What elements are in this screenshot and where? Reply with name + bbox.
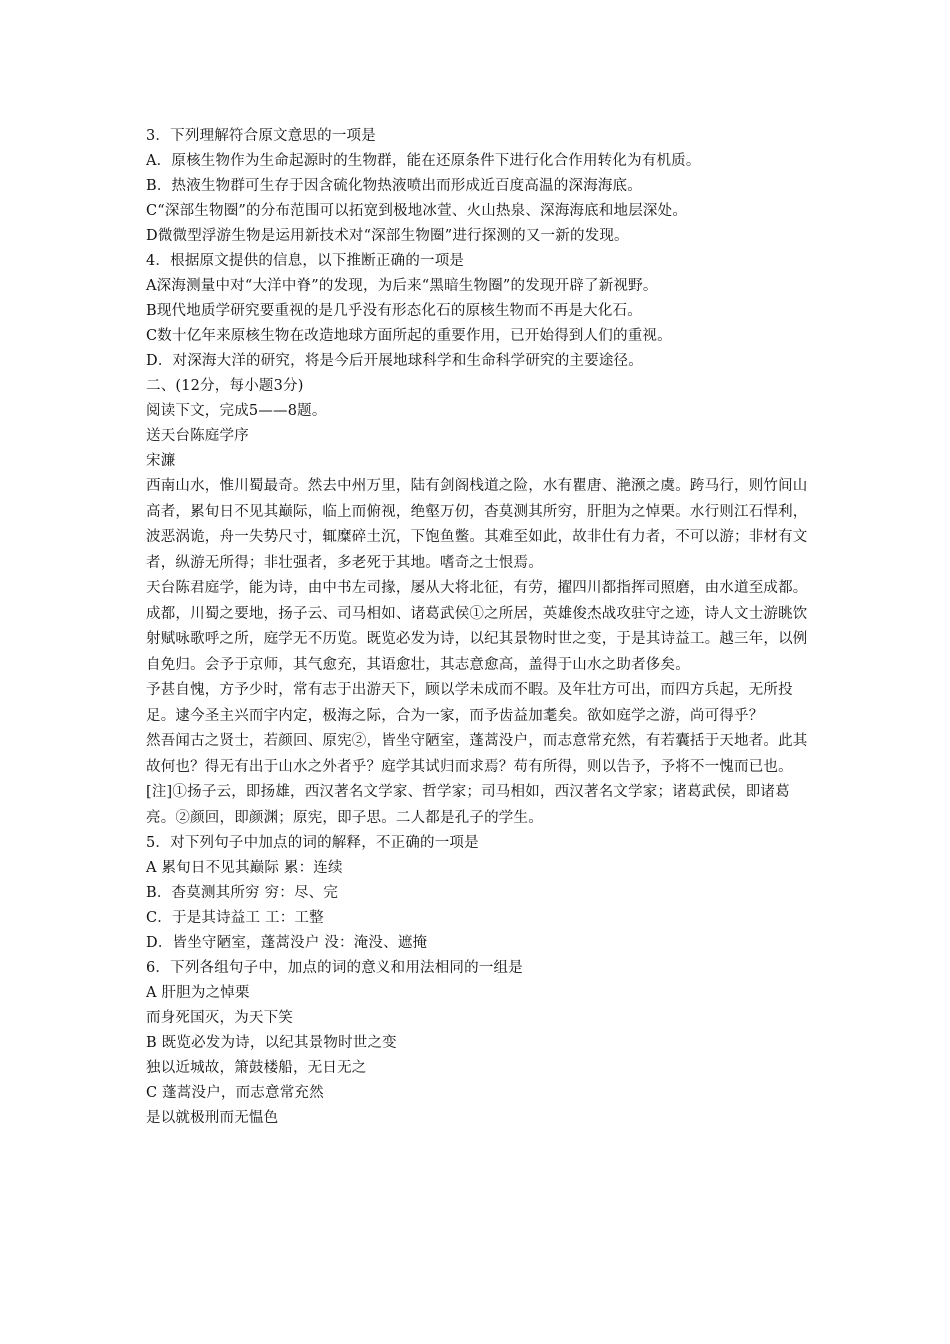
q5-option-d: D．皆坐守陋室，蓬蒿没户 没：淹没、遮掩 — [146, 935, 428, 951]
q6-option-b-line2: 独以近城故，箫鼓楼船，无日无之 — [146, 1060, 367, 1076]
passage-paragraph-4: 然吾闻古之贤士，若颜回、原宪②，皆坐守陋室，蓬蒿没户，而志意常充然，有若囊括于天地者。此其故何也？得无有出于山水之外者乎？庭学其试归而求焉？苟有所得，则以告予，予将不一愧而已也。 — [146, 733, 808, 775]
q4-stem: 4．根据原文提供的信息，以下推断正确的一项是 — [146, 253, 465, 269]
q6-option-c-line2: 是以就极刑而无愠色 — [146, 1110, 279, 1126]
q5-option-c: C．于是其诗益工 工：工整 — [146, 910, 324, 926]
section-heading: 二、(12分，每小题3分) — [146, 378, 304, 394]
q4-option-a: A深海测量中对“大洋中脊”的发现，为后来“黑暗生物圈”的发现开辟了新视野。 — [146, 278, 658, 294]
passage-paragraph-3: 予甚自愧，方予少时，常有志于出游天下，顾以学未成而不暇。及年壮方可出，而四方兵起，无所投足。逮今圣主兴而宇内定，极海之际，合为一家，而予齿益加耄矣。欲如庭学之游，尚可得乎？ — [146, 682, 793, 724]
q6-option-c-line1: C 蓬蒿没户，而志意常充然 — [146, 1085, 324, 1101]
passage-note: [注]①扬子云，即扬雄，西汉著名文学家、哲学家；司马相如，西汉著名文学家；诸葛武侯，即诸葛亮。②颜回，即颜渊；原宪，即子思。二人都是孔子的学生。 — [146, 784, 790, 826]
reading-instruction: 阅读下文，完成5——8题。 — [146, 403, 327, 419]
q4-option-d: D．对深海大洋的研究，将是今后开展地球科学和生命科学研究的主要途径。 — [146, 353, 643, 369]
q6-stem: 6．下列各组句子中，加点的词的意义和用法相同的一组是 — [146, 960, 523, 976]
passage-paragraph-2: 天台陈君庭学，能为诗，由中书左司掾，屡从大将北征，有劳，擢四川都指挥司照磨，由水道至成都。成都，川蜀之要地，扬子云、司马相如、诸葛武侯①之所居，英雄俊杰战攻驻守之迹，诗人文士游眺饮射赋咏歌呼之所，庭学无不历览。既览必发为诗，以纪其景物时世之变，于是其诗益工。越三年，以例自免归。会予于京师，其气愈充，其语愈壮，其志意愈高，盖得于山水之助者侈矣。 — [146, 580, 808, 673]
q3-option-d: D微微型浮游生物是运用新技术对“深部生物圈”进行探测的又一新的发现。 — [146, 228, 629, 244]
q4-option-c: C数十亿年来原核生物在改造地球方面所起的重要作用，已开始得到人们的重视。 — [146, 328, 672, 344]
q6-option-a-line2: 而身死国灭，为天下笑 — [146, 1010, 293, 1026]
q3-option-a: A．原核生物作为生命起源时的生物群，能在还原条件下进行化合作用转化为有机质。 — [146, 153, 701, 169]
q6-option-a-line1: A 肝胆为之悼栗 — [146, 985, 250, 1001]
q5-option-b: B．杳莫测其所穷 穷：尽、完 — [146, 885, 339, 901]
passage-title: 送天台陈庭学序 — [146, 428, 249, 444]
document-page — [146, 124, 814, 1131]
q3-option-b: B．热液生物群可生存于因含硫化物热液喷出而形成近百度高温的深海海底。 — [146, 178, 642, 194]
q3-stem: 3．下列理解符合原文意思的一项是 — [146, 128, 376, 144]
q5-stem: 5．对下列句子中加点的词的解释，不正确的一项是 — [146, 835, 479, 851]
q4-option-b: B现代地质学研究要重视的是几乎没有形态化石的原核生物而不再是大化石。 — [146, 303, 642, 319]
passage-paragraph-1: 西南山水，惟川蜀最奇。然去中州万里，陆有剑阁栈道之险，水有瞿唐、滟滪之虞。跨马行，则竹间山高者，累旬日不见其巅际，临上而俯视，绝壑万仞，杳莫测其所穷，肝胆为之悼栗。水行则江石悍利，波恶涡诡，舟一失势尺寸，辄糜碎土沉，下饱鱼鳖。其难至如此，故非仕有力者，不可以游；非材有文者，纵游无所得；非壮强者，多老死于其地。嗜奇之士恨焉。 — [146, 478, 808, 571]
q3-option-c: C“深部生物圈”的分布范围可以拓宽到极地冰萱、火山热泉、深海海底和地层深处。 — [146, 203, 688, 219]
q5-option-a: A 累旬日不见其巅际 累：连续 — [146, 860, 343, 876]
passage-author: 宋濂 — [146, 453, 176, 469]
q6-option-b-line1: B 既览必发为诗，以纪其景物时世之变 — [146, 1035, 397, 1051]
